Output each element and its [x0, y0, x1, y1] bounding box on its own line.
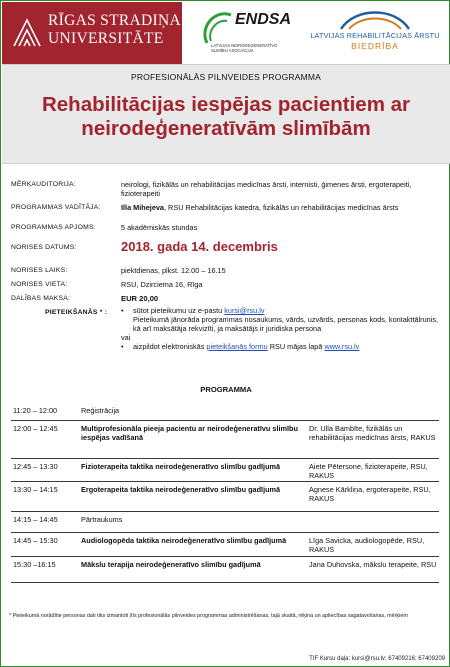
registration-email-link[interactable]: kursi@rsu.lv: [224, 306, 265, 315]
table-row: [11, 403, 439, 421]
fee-label: DALĪBAS MAKSA:: [11, 295, 71, 302]
director-value: [121, 203, 439, 212]
row-time: 12:45 – 13:30: [13, 462, 58, 471]
place-label: NORISES VIETA:: [11, 281, 68, 288]
lra-logo: [301, 5, 447, 63]
title-band: [2, 64, 450, 164]
rsu-emblem-icon: [10, 16, 44, 50]
registration-email-text: sūtot pieteikumu uz e-pastu: [133, 306, 225, 315]
row-speaker: Līga Savicka, audiologopēde, RSU, RAKUS: [309, 536, 425, 554]
row-speaker: Dr. Ulla Bambīte, fizikālās un rehabilitācijas medicīnas ārsts, RAKUS: [309, 424, 436, 442]
registration-note: Pieteikumā jānorāda programmas nosaukums, vārds, uzvārds, personas kods, kontakttālrunis, kā arī maksātāja rekvizīti, ja maksātājs ir juridiska persona: [133, 315, 438, 333]
place-value: RSU, Dzirciema 16, Rīga: [121, 280, 203, 289]
row-speaker: Aiete Pētersone, fizioterapeite, RSU, RAKUS: [309, 462, 428, 480]
fee-value: EUR 20,00: [121, 294, 159, 303]
row-topic: Reģistrācija: [81, 406, 120, 415]
volume-label: PROGRAMMAS APJOMS:: [11, 224, 96, 231]
rsu-name-line1: RĪGAS STRADIŅA: [48, 12, 181, 29]
time-value: piektdienas, plkst. 12.00 – 16.15: [121, 266, 226, 275]
row-time: 13:30 – 14:15: [13, 485, 58, 494]
row-time: 11:20 – 12:00: [13, 406, 58, 415]
table-row: [11, 557, 439, 583]
rsu-site-link[interactable]: www.rsu.lv: [324, 342, 360, 351]
row-time: 14:15 – 14:45: [13, 515, 58, 524]
time-label: NORISES LAIKS:: [11, 267, 68, 274]
footnote: * Pieteikumā norādītie personas dati tiks izmantoti šīs profesionālās pilnveides programmas administrēšanas, tajā skaitā, rēķina un apliecības sagatavošanas, mērķiem: [9, 613, 408, 619]
rsu-name-line2: UNIVERSITĀTE: [48, 30, 164, 47]
endsa-logo: [197, 5, 292, 63]
table-row: [11, 512, 439, 533]
registration-or: vai: [121, 333, 131, 342]
row-time: 14:45 – 15:30: [13, 536, 58, 545]
registration-email-item: [121, 306, 439, 315]
contact-info: TIF Kursu daļa: kursi@rsu.lv; 67409216; 67409209: [309, 656, 445, 662]
row-topic: Fizioterapeita taktika neirodeģeneratīvo slimību gadījumā: [81, 462, 281, 471]
row-topic: Mākslu terapija neirodeģeneratīvo slimību gadījumā: [81, 560, 261, 569]
table-row: [11, 482, 439, 512]
registration-form-link[interactable]: pieteikšanās formu: [206, 342, 268, 351]
volume-value: 5 akadēmiskās stundas: [121, 223, 198, 232]
row-topic: Ergoterapeita taktika neirodeģeneratīvo slimību gadījumā: [81, 485, 281, 494]
row-topic: Multiprofesionāla pieeja pacientu ar neirodeģeneratīvu slimību iespējas vadīšanā: [81, 424, 298, 442]
audience-value: neirologi, fizikālās un rehabilitācijas medicīnas ārsti, internisti, ģimenes ārsti, ergoterapeiti, fizioterapeiti: [121, 180, 412, 198]
registration-form-item: [121, 342, 439, 351]
rsu-logo: [2, 2, 182, 64]
row-time: 12:00 – 12:45: [13, 424, 58, 433]
registration-form-mid: RSU mājas lapā: [267, 342, 325, 351]
row-speaker: Jana Duhovska, mākslu terapeite, RSU: [309, 560, 437, 569]
table-row: [11, 533, 439, 557]
row-topic: Pārtraukums: [81, 515, 123, 524]
date-label: NORISES DATUMS:: [11, 244, 77, 251]
registration-form-text: aizpildot elektroniskās: [133, 342, 207, 351]
endsa-name: ENDSA: [235, 11, 292, 28]
lra-arc-icon: [335, 5, 415, 31]
lra-name-line2: BIEDRĪBA: [351, 41, 399, 51]
endsa-subtitle: LATVIJAS NEIRODEĢENERATĪVO SLIMĪBU ASOCIĀCIJA: [211, 43, 278, 53]
table-row: [11, 459, 439, 482]
table-row: [11, 421, 439, 459]
director-label: PROGRAMMAS VADĪTĀJA:: [11, 204, 101, 211]
director-details: , RSU Rehabilitācijas katedra, fizikālās un rehabilitācijas medicīnas ārsts: [164, 203, 399, 212]
row-speaker: Agnese Kārkliņa, ergoterapeite, RSU, RAKUS: [309, 485, 431, 503]
row-topic: Audiologopēda taktika neirodeģeneratīvo slimību gadījumā: [81, 536, 287, 545]
page-title: Rehabilitācijas iespējas pacientiem ar neirodeģeneratīvām slimībām: [41, 93, 411, 140]
registration-block: [121, 306, 439, 351]
registration-label: PIETEIKŠANĀS * :: [45, 309, 108, 316]
lra-name-line1: LATVIJAS REHABILITĀCIJAS ĀRSTU: [310, 31, 440, 40]
programme-heading: PROGRAMMA: [200, 385, 252, 394]
row-time: 15:30 –16:15: [13, 560, 56, 569]
director-name: Illa Mihejeva: [121, 203, 164, 212]
event-date: 2018. gada 14. decembris: [121, 239, 278, 254]
audience-label: MĒRĶAUDITORIJA:: [11, 181, 76, 188]
program-type: PROFESIONĀLĀS PILNVEIDES PROGRAMMA: [130, 72, 322, 82]
